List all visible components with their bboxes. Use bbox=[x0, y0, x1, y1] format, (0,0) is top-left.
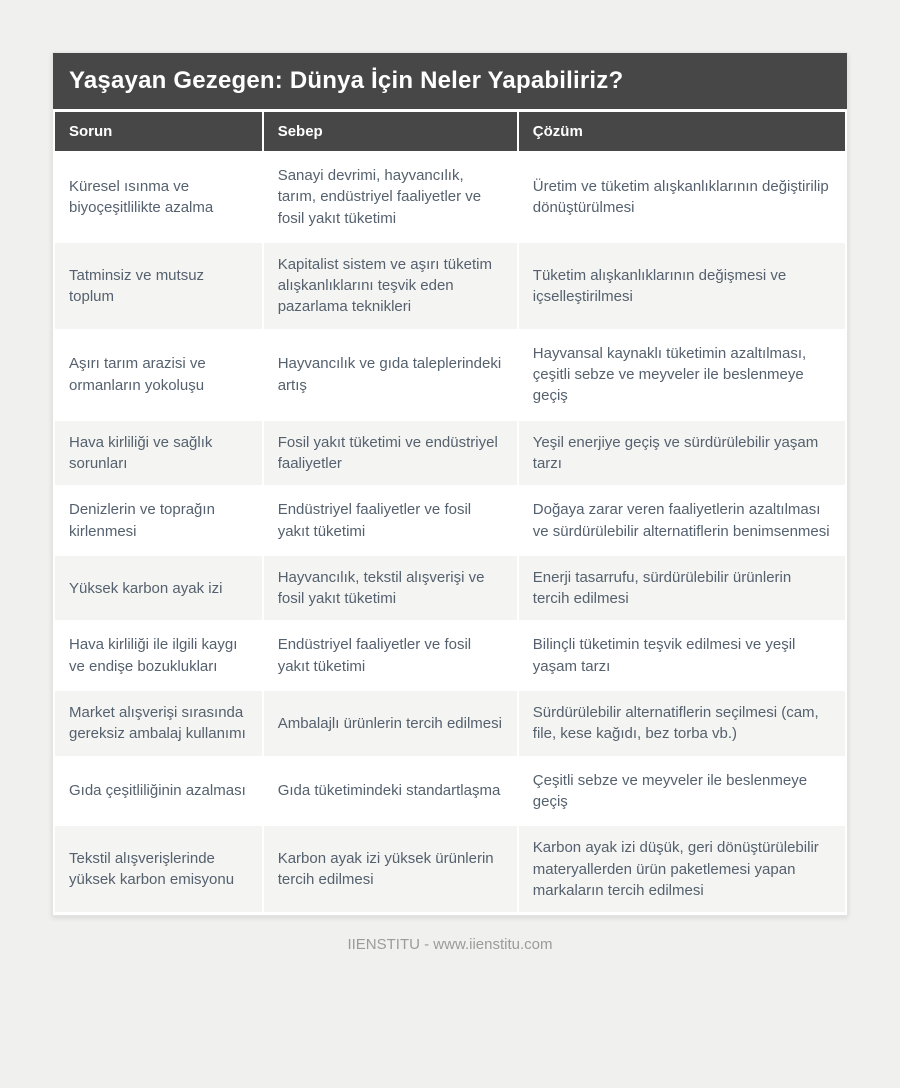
table-cell-sebep: Endüstriyel faaliyetler ve fosil yakıt tüketimi bbox=[264, 623, 517, 688]
table-cell-sebep: Gıda tüketimindeki standartlaşma bbox=[264, 759, 517, 824]
table-cell-sorun: Hava kirliliği ve sağlık sorunları bbox=[55, 421, 262, 486]
table-row bbox=[55, 243, 845, 329]
table-cell-sorun: Küresel ısınma ve biyoçeşitlilikte azalma bbox=[55, 154, 262, 240]
content-card bbox=[52, 52, 848, 916]
table-cell-sorun: Tekstil alışverişlerinde yüksek karbon emisyonu bbox=[55, 826, 262, 912]
table-cell-cozum: Bilinçli tüketimin teşvik edilmesi ve yeşil yaşam tarzı bbox=[519, 623, 845, 688]
table-cell-sebep: Sanayi devrimi, hayvancılık, tarım, endüstriyel faaliyetler ve fosil yakıt tüketimi bbox=[264, 154, 517, 240]
table-cell-cozum: Enerji tasarrufu, sürdürülebilir ürünlerin tercih edilmesi bbox=[519, 556, 845, 621]
table-row bbox=[55, 556, 845, 621]
table-cell-sorun: Gıda çeşitliliğinin azalması bbox=[55, 759, 262, 824]
column-header-cozum: Çözüm bbox=[519, 112, 845, 151]
table-cell-sebep: Hayvancılık ve gıda taleplerindeki artış bbox=[264, 332, 517, 418]
table-header-row bbox=[55, 112, 845, 151]
table-cell-sebep: Karbon ayak izi yüksek ürünlerin tercih edilmesi bbox=[264, 826, 517, 912]
table-cell-sebep: Hayvancılık, tekstil alışverişi ve fosil yakıt tüketimi bbox=[264, 556, 517, 621]
table-row bbox=[55, 691, 845, 756]
table-row bbox=[55, 826, 845, 912]
table-row bbox=[55, 488, 845, 553]
page-title: Yaşayan Gezegen: Dünya İçin Neler Yapabiliriz? bbox=[53, 53, 847, 109]
table-cell-sorun: Aşırı tarım arazisi ve ormanların yokoluşu bbox=[55, 332, 262, 418]
table-cell-sebep: Fosil yakıt tüketimi ve endüstriyel faaliyetler bbox=[264, 421, 517, 486]
table-cell-sebep: Endüstriyel faaliyetler ve fosil yakıt tüketimi bbox=[264, 488, 517, 553]
table-cell-cozum: Yeşil enerjiye geçiş ve sürdürülebilir yaşam tarzı bbox=[519, 421, 845, 486]
table-row bbox=[55, 332, 845, 418]
table-cell-cozum: Sürdürülebilir alternatiflerin seçilmesi (cam, file, kese kağıdı, bez torba vb.) bbox=[519, 691, 845, 756]
table-cell-sebep: Ambalajlı ürünlerin tercih edilmesi bbox=[264, 691, 517, 756]
table-row bbox=[55, 759, 845, 824]
table-cell-cozum: Tüketim alışkanlıklarının değişmesi ve içselleştirilmesi bbox=[519, 243, 845, 329]
table-cell-sorun: Yüksek karbon ayak izi bbox=[55, 556, 262, 621]
table-row bbox=[55, 154, 845, 240]
table-cell-cozum: Karbon ayak izi düşük, geri dönüştürülebilir materyallerden ürün paketlemesi yapan markaların tercih edilmesi bbox=[519, 826, 845, 912]
table-cell-cozum: Hayvansal kaynaklı tüketimin azaltılması, çeşitli sebze ve meyveler ile beslenmeye geçiş bbox=[519, 332, 845, 418]
table-cell-sebep: Kapitalist sistem ve aşırı tüketim alışkanlıklarını teşvik eden pazarlama teknikleri bbox=[264, 243, 517, 329]
table-row bbox=[55, 421, 845, 486]
footer-credit: IIENSTITU - www.iienstitu.com bbox=[347, 936, 553, 954]
table-cell-cozum: Çeşitli sebze ve meyveler ile beslenmeye geçiş bbox=[519, 759, 845, 824]
table-cell-sorun: Market alışverişi sırasında gereksiz ambalaj kullanımı bbox=[55, 691, 262, 756]
table-cell-cozum: Üretim ve tüketim alışkanlıklarının değiştirilip dönüştürülmesi bbox=[519, 154, 845, 240]
table-cell-cozum: Doğaya zarar veren faaliyetlerin azaltılması ve sürdürülebilir alternatiflerin benimsenmesi bbox=[519, 488, 845, 553]
table-cell-sorun: Denizlerin ve toprağın kirlenmesi bbox=[55, 488, 262, 553]
column-header-sorun: Sorun bbox=[55, 112, 262, 151]
table-cell-sorun: Tatminsiz ve mutsuz toplum bbox=[55, 243, 262, 329]
problems-solutions-table bbox=[53, 109, 847, 915]
table-cell-sorun: Hava kirliliği ile ilgili kaygı ve endişe bozuklukları bbox=[55, 623, 262, 688]
column-header-sebep: Sebep bbox=[264, 112, 517, 151]
table-row bbox=[55, 623, 845, 688]
